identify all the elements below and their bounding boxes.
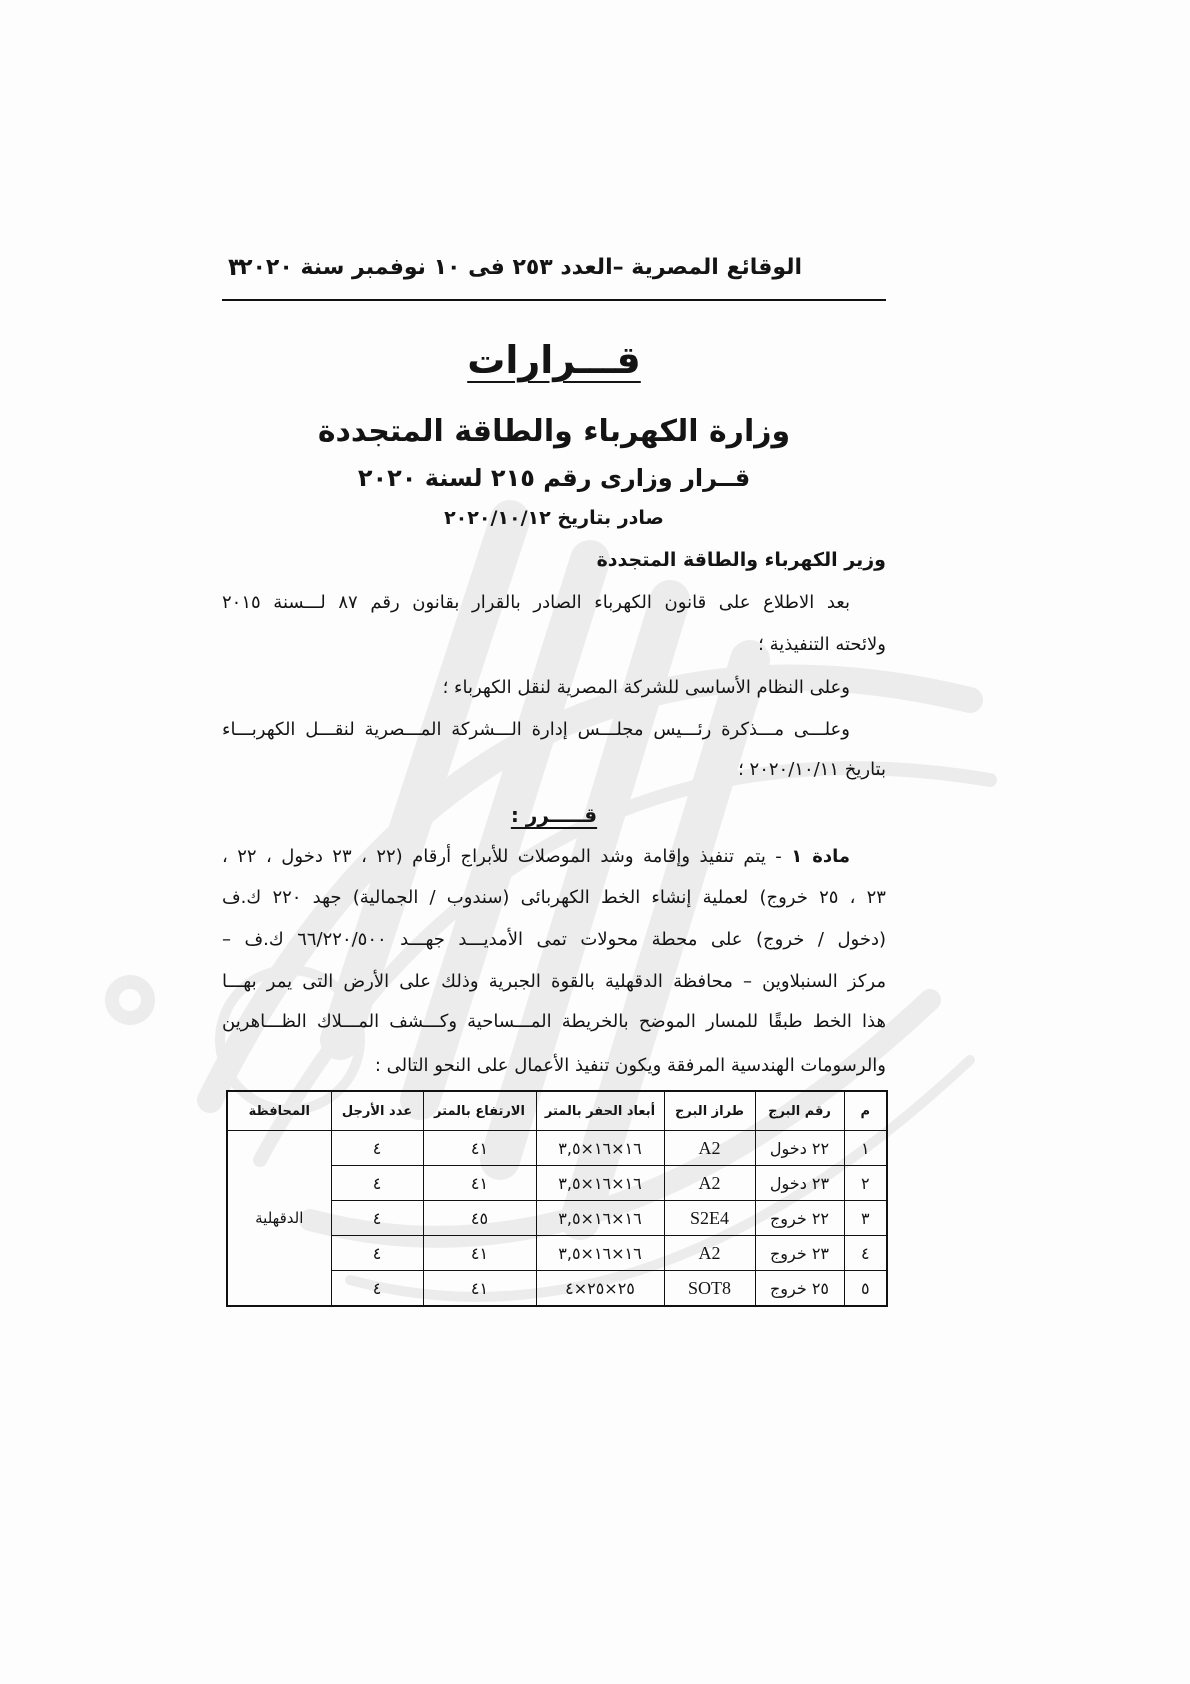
article-line: ٢٣ ، ٢٥ خروج) لعملية إنشاء الخط الكهربائى (سندوب / الجمالية) جهد ٢٢٠ ك.ف bbox=[222, 887, 886, 908]
cell-legs: ٤ bbox=[331, 1166, 423, 1201]
preamble-line: بتاريخ ٢٠٢٠/١٠/١١ ؛ bbox=[738, 759, 886, 780]
cell-index: ٥ bbox=[844, 1271, 887, 1307]
preamble-line: ولائحته التنفيذية ؛ bbox=[758, 634, 886, 655]
header-divider bbox=[222, 299, 886, 301]
cell-legs: ٤ bbox=[331, 1271, 423, 1307]
ministry-name: وزارة الكهرباء والطاقة المتجددة bbox=[317, 414, 791, 449]
cell-height: ٤١ bbox=[423, 1131, 536, 1166]
article-line: (دخول / خروج) على محطة محولات تمى الأمديـــد جهـــد ٦٦/٢٢٠/٥٠٠ ك.ف – bbox=[222, 929, 886, 950]
table-header-row bbox=[227, 1091, 887, 1131]
cell-tower-type: A2 bbox=[664, 1131, 755, 1166]
cell-excavation-dims: ١٦×١٦×٣,٥ bbox=[536, 1131, 664, 1166]
article-line: والرسومات الهندسية المرفقة ويكون تنفيذ الأعمال على النحو التالى : bbox=[374, 1055, 886, 1076]
cell-tower-type: A2 bbox=[664, 1166, 755, 1201]
preamble-line: وعلـــى مـــذكرة رئـــيس مجلـــس إدارة الـــشركة المـــصرية لنقـــل الكهربـــاء bbox=[222, 719, 850, 740]
cell-tower-number: ٢٢ خروج bbox=[755, 1201, 844, 1236]
col-header-legs: عدد الأرجل bbox=[331, 1091, 423, 1131]
gazette-header-title: الوقائع المصرية –العدد ٢٥٣ فى ١٠ نوفمبر سنة ٢٠٢٠ bbox=[239, 255, 802, 280]
cell-excavation-dims: ١٦×١٦×٣,٥ bbox=[536, 1201, 664, 1236]
cell-governorate: الدقهلية bbox=[227, 1131, 331, 1307]
cell-legs: ٤ bbox=[331, 1236, 423, 1271]
cell-tower-number: ٢٥ خروج bbox=[755, 1271, 844, 1307]
cell-tower-type: A2 bbox=[664, 1236, 755, 1271]
col-header-index: م bbox=[844, 1091, 887, 1131]
cell-legs: ٤ bbox=[331, 1201, 423, 1236]
cell-index: ٣ bbox=[844, 1201, 887, 1236]
cell-tower-number: ٢٣ دخول bbox=[755, 1166, 844, 1201]
towers-table bbox=[226, 1090, 888, 1307]
col-header-excavation-dims: أبعاد الحفر بالمتر bbox=[536, 1091, 664, 1131]
cell-legs: ٤ bbox=[331, 1131, 423, 1166]
article-line: هذا الخط طبقًا للمسار الموضح بالخريطة المـــساحية وكـــشف المـــلاك الظـــاهرين bbox=[222, 1011, 886, 1032]
cell-index: ٢ bbox=[844, 1166, 887, 1201]
cell-tower-type: S2E4 bbox=[664, 1201, 755, 1236]
cell-index: ١ bbox=[844, 1131, 887, 1166]
decree-title: قــرار وزارى رقم ٢١٥ لسنة ٢٠٢٠ bbox=[357, 464, 751, 492]
cell-height: ٤١ bbox=[423, 1271, 536, 1307]
cell-tower-number: ٢٣ خروج bbox=[755, 1236, 844, 1271]
minister-heading: وزير الكهرباء والطاقة المتجددة bbox=[596, 549, 886, 571]
article-text: - يتم تنفيذ وإقامة وشد الموصلات للأبراج أرقام (٢٢ ، ٢٣ دخول ، ٢٢ ، bbox=[222, 846, 792, 867]
cell-height: ٤٥ bbox=[423, 1201, 536, 1236]
page-number: ٣ bbox=[228, 253, 243, 281]
cell-height: ٤١ bbox=[423, 1236, 536, 1271]
decided-text: قـــــرر : bbox=[510, 803, 598, 827]
preamble-line: وعلى النظام الأساسى للشركة المصرية لنقل الكهرباء ؛ bbox=[442, 677, 850, 698]
col-header-tower-number: رقم البرج bbox=[755, 1091, 844, 1131]
article-line bbox=[222, 842, 886, 872]
cell-excavation-dims: ١٦×١٦×٣,٥ bbox=[536, 1166, 664, 1201]
col-header-height: الارتفاع بالمتر bbox=[423, 1091, 536, 1131]
issue-date: صادر بتاريخ ٢٠٢٠/١٠/١٢ bbox=[444, 507, 664, 529]
cell-height: ٤١ bbox=[423, 1166, 536, 1201]
cell-index: ٤ bbox=[844, 1236, 887, 1271]
col-header-tower-type: طراز البرج bbox=[664, 1091, 755, 1131]
article-label: مادة ١ bbox=[791, 846, 850, 867]
cell-tower-number: ٢٢ دخول bbox=[755, 1131, 844, 1166]
cell-excavation-dims: ٢٥×٢٥×٤ bbox=[536, 1271, 664, 1307]
table-row bbox=[227, 1131, 887, 1166]
cell-tower-type: SOT8 bbox=[664, 1271, 755, 1307]
col-header-governorate: المحافظة bbox=[227, 1091, 331, 1131]
article-line: مركز السنبلاوين – محافظة الدقهلية بالقوة الجبرية وذلك على الأرض التى يمر بهـــا bbox=[222, 971, 886, 992]
section-title bbox=[222, 335, 886, 385]
section-title-text: قـــرارات bbox=[467, 338, 641, 382]
preamble-line: بعد الاطلاع على قانون الكهرباء الصادر بالقرار بقانون رقم ٨٧ لـــسنة ٢٠١٥ bbox=[222, 592, 850, 613]
decided-heading bbox=[222, 800, 886, 830]
cell-excavation-dims: ١٦×١٦×٣,٥ bbox=[536, 1236, 664, 1271]
